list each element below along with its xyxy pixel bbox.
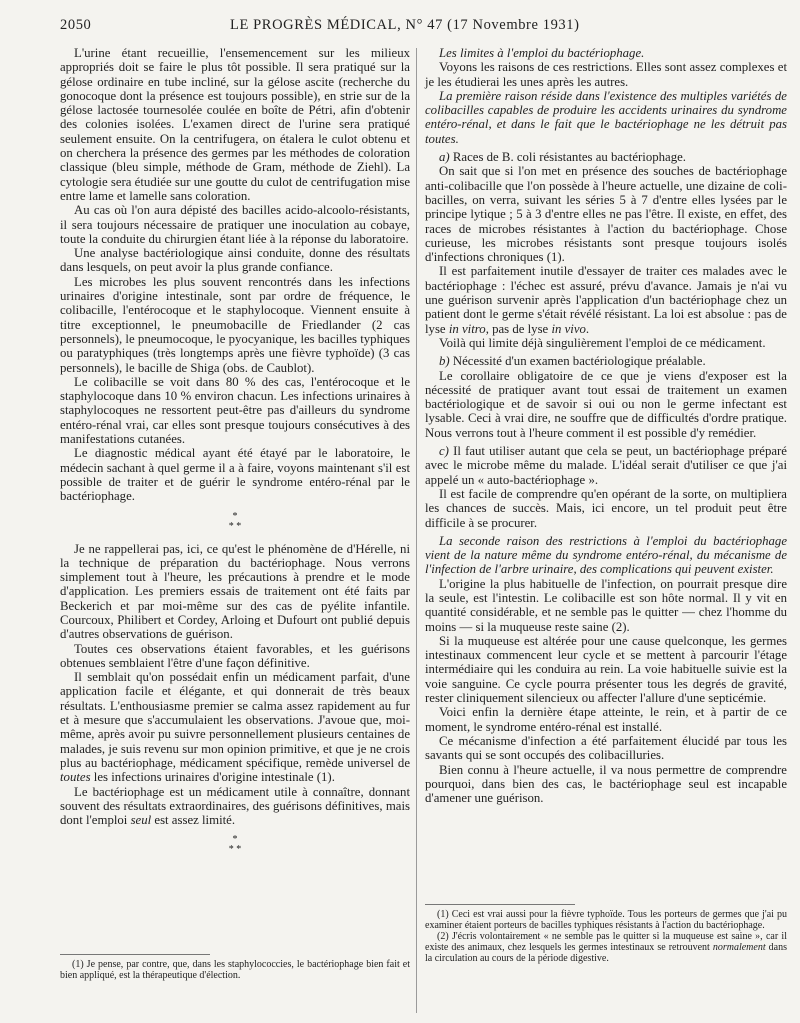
footnote-rule — [425, 904, 575, 905]
paragraph: Le bactériophage est un médicament utile à connaître, donnant souvent des résultats extraordinaires, des guérisons définitives, mais dont l'emploi seul est assez limité. — [60, 784, 410, 828]
section-asterism: * * * — [228, 510, 242, 532]
paragraph: Il semblait qu'on possédait enfin un médicament parfait, d'une application facile et élégante, et qui donnerait de très beaux résultats. L'enthousiasme premier se calma assez rapidement au fur et à mesure que s'accumulaient les observations. J'avoue que, moi-même, après avoir pu suivre personnellement plusieurs centaines de malades, je suis revenu sur mon opinion primitive, et que je ne crois plus au bactériophage, médicament spécifique, remède universel de toutes les infections urinaires d'origine intestinale (1). — [60, 670, 410, 785]
subheading: b) Nécessité d'un examen bactériologique préalable. — [439, 354, 706, 369]
paragraph: Il est parfaitement inutile d'essayer de traiter ces malades avec le bactériophage : l'échec est assuré, prévu d'avance. Jamais je n'ai vu une guérison survenir après l'application d'un bactériophage chez un patient dont le germe s'était révélé résistant. La loi est absolue : pas de lyse in vitro, pas de lyse in vivo. — [425, 264, 787, 336]
paragraph: Ce mécanisme d'infection a été parfaitement élucidé par tous les savants qui se sont occupés des colibacilluries. — [425, 733, 787, 763]
paragraph: Les microbes les plus souvent rencontrés dans les infections urinaires d'origine intestinale, sont par ordre de fréquence, le colibacille, l'entérocoque et le staphylocoque. Viennent ensuite à titre exceptionnel, le pneumobacille de Friedlander (2 cas personnels), le pneumocoque, le pyocyanique, les bacilles typhiques ou paratyphiques (très longtemps après une fièvre typhoïde) (3 cas personnels), le bacille de Shiga (obs. de Caublot). — [60, 274, 410, 375]
paragraph: Le diagnostic médical ayant été étayé par le laboratoire, le médecin sachant à quel germe il a à faire, voyons maintenant s'il est possible de traiter et de guérir le syndrome entéro-rénal par le bactériophage. — [60, 446, 410, 504]
footnote-rule — [60, 954, 210, 955]
footnote-left: (1) Je pense, par contre, que, dans les staphylococcies, le bactériophage bien fait et bien appliqué, est la thérapeutique d'élection. — [60, 959, 410, 981]
paragraph: Bien connu à l'heure actuelle, il va nous permettre de comprendre pourquoi, dans bien des cas, le bactériophage seul est incapable d'amener une guérison. — [425, 762, 787, 806]
paragraph: Toutes ces observations étaient favorables, et les guérisons obtenues semblaient l'être d'une façon définitive. — [60, 641, 410, 670]
footnotes-right: (1) Ceci est vrai aussi pour la fièvre typhoïde. Tous les porteurs de germes que j'ai pu examiner étaient porteurs de bacilles typhiques résistants à l'action du bactériophage. (2) J'écris volontairement « ne semble pas le quitter si la muqueuse est saine », car il existe des animaux, chez lesquels les germes intestinaux se retrouvent normalement dans la circulation au cours de la période digestive. — [425, 909, 787, 964]
paragraph: Voilà qui limite déjà singulièrement l'emploi de ce médicament. — [439, 335, 766, 350]
paragraph: Il est facile de comprendre qu'en opérant de la sorte, on multipliera les chances de succès. Mais, ici encore, un tel produit peut être difficile à se procurer. — [425, 486, 787, 530]
paragraph: Voici enfin la dernière étape atteinte, le rein, et à partir de ce moment, le syndrome entéro-rénal est installé. — [425, 705, 787, 734]
section-asterism: * * * — [228, 834, 242, 856]
paragraph: Si la muqueuse est altérée pour une cause quelconque, les germes intestinaux commencent leur cycle et se mettent à parcourir l'étage intermédiaire qui les conduira au rein. La voie habituelle suivie est la voie sanguine. Ce cycle pourra présenter tous les degrés de gravité, rester cliniquement silencieux ou affecter l'allure d'une septicémie. — [425, 633, 787, 706]
paragraph: Au cas où l'on aura dépisté des bacilles acido-alcoolo-résistants, il sera toujours nécessaire de pratiquer une inoculation au cobaye, toute la conduite du chirurgien étant liée à la réponse du laboratoire. — [60, 203, 410, 246]
page-header — [60, 17, 790, 41]
paragraph: On sait que si l'on met en présence des souches de bactériophage anti-colibacille que l'on possède à l'heure actuelle, une dizaine de coli-bacilles, on verra, suivant les séries 5 à 7 d'entre elles lysées par le principe lytique ; 5 à 3 d'entre elles ne pas l'être. Il existe, en effet, des races de microbes résistantes à l'action du bactériophage. Chose curieuse, les microbes résistants sont presque toujours isolés d'infections chroniques (1). — [425, 164, 787, 265]
section-heading: Les limites à l'emploi du bactériophage. — [439, 46, 645, 60]
left-column — [60, 46, 410, 865]
column-divider — [416, 48, 417, 1013]
paragraph: Le colibacille se voit dans 80 % des cas, l'entérocoque et le staphylocoque dans 10 % environ chacun. Les infections urinaires à staphylocoques ne ressortent peut-être pas d'ailleurs du syndrome entéro-rénal vrai, car elles sont presque toujours consécutives à des manifestations cutanées. — [60, 374, 410, 447]
paragraph: c) Il faut utiliser autant que cela se peut, un bactériophage préparé avec le microbe même du malade. L'idéal serait d'utiliser ce que j'ai appelé un « auto-bactériophage ». — [425, 444, 787, 487]
paragraph: Je ne rappellerai pas, ici, ce qu'est le phénomène de d'Hérelle, ni la technique de préparation du bactériophage. Nous verrons simplement tout à l'heure, les précautions à prendre et le mode d'application. Les premiers essais de traitement ont été faits par Beckerich et par moi-même sur des cas de pyélite infantile. Courcoux, Philibert et Cordey, Arloing et Dufourt ont publié depuis d'autres observations de guérison. — [60, 541, 410, 642]
paragraph: Une analyse bactériologique ainsi conduite, donne des résultats dans lesquels, on peut avoir la plus grande confiance. — [60, 246, 410, 275]
paragraph: Voyons les raisons de ces restrictions. Elles sont assez complexes et je les étudierai les unes après les autres. — [425, 60, 787, 89]
paragraph: L'urine étant recueillie, l'ensemencement sur les milieux appropriés doit se faire le plus tôt possible. Il sera pratiqué sur la gélose ordinaire en tube incliné, sur la gélose ascite (recherche du gonocoque dont la présence est toujours possible), en strie sur de la gélose lactosée tournesolée coulée en boîte de Pétri, afin d'obtenir des colonies isolées. L'examen direct de l'urine sera pratiqué seulement ensuite. On la centrifugera, on étalera le culot obtenu et on cherchera la présence des germes par les méthodes de coloration classique (bleu simple, méthode de Gram, méthode de Ziehl). La cytologie sera étudiée sur une goutte du culot de centrifugation mise entre lame et lamelle sans coloration. — [60, 46, 410, 203]
paragraph: Le corollaire obligatoire de ce que je viens d'exposer est la nécessité de pratiquer avant tout essai de traitement un examen bactériologique et de savoir si oui ou non le germe infectant est lysable. Ceci à vrai dire, ne souffre que de difficultés d'ordre pratique. Nous verrons tout à l'heure comment il est possible d'y remédier. — [425, 368, 787, 440]
paragraph: La seconde raison des restrictions à l'emploi du bactériophage vient de la nature même du syndrome entéro-rénal, du mécanisme de l'infection de l'arbre urinaire, des complications qui peuvent exister. — [425, 533, 787, 577]
paragraph: La première raison réside dans l'existence des multiples variétés de colibacilles capables de produire les accidents urinaires du syndrome entéro-rénal, et dans le fait que le bactériophage ne les détruit pas toutes. — [425, 88, 787, 146]
subheading: a) Races de B. coli résistantes au bactériophage. — [439, 150, 686, 165]
paragraph: L'origine la plus habituelle de l'infection, on pourrait presque dire la seule, est l'intestin. Le colibacille est son hôte normal. Il y vit en quantité considérable, et ne semble pas le quitter — chez l'homme du moins — si la muqueuse reste saine (2). — [425, 576, 787, 634]
running-title: LE PROGRÈS MÉDICAL, N° 47 (17 Novembre 1931) — [230, 17, 580, 33]
page-number: 2050 — [60, 17, 92, 33]
right-column — [425, 46, 787, 805]
